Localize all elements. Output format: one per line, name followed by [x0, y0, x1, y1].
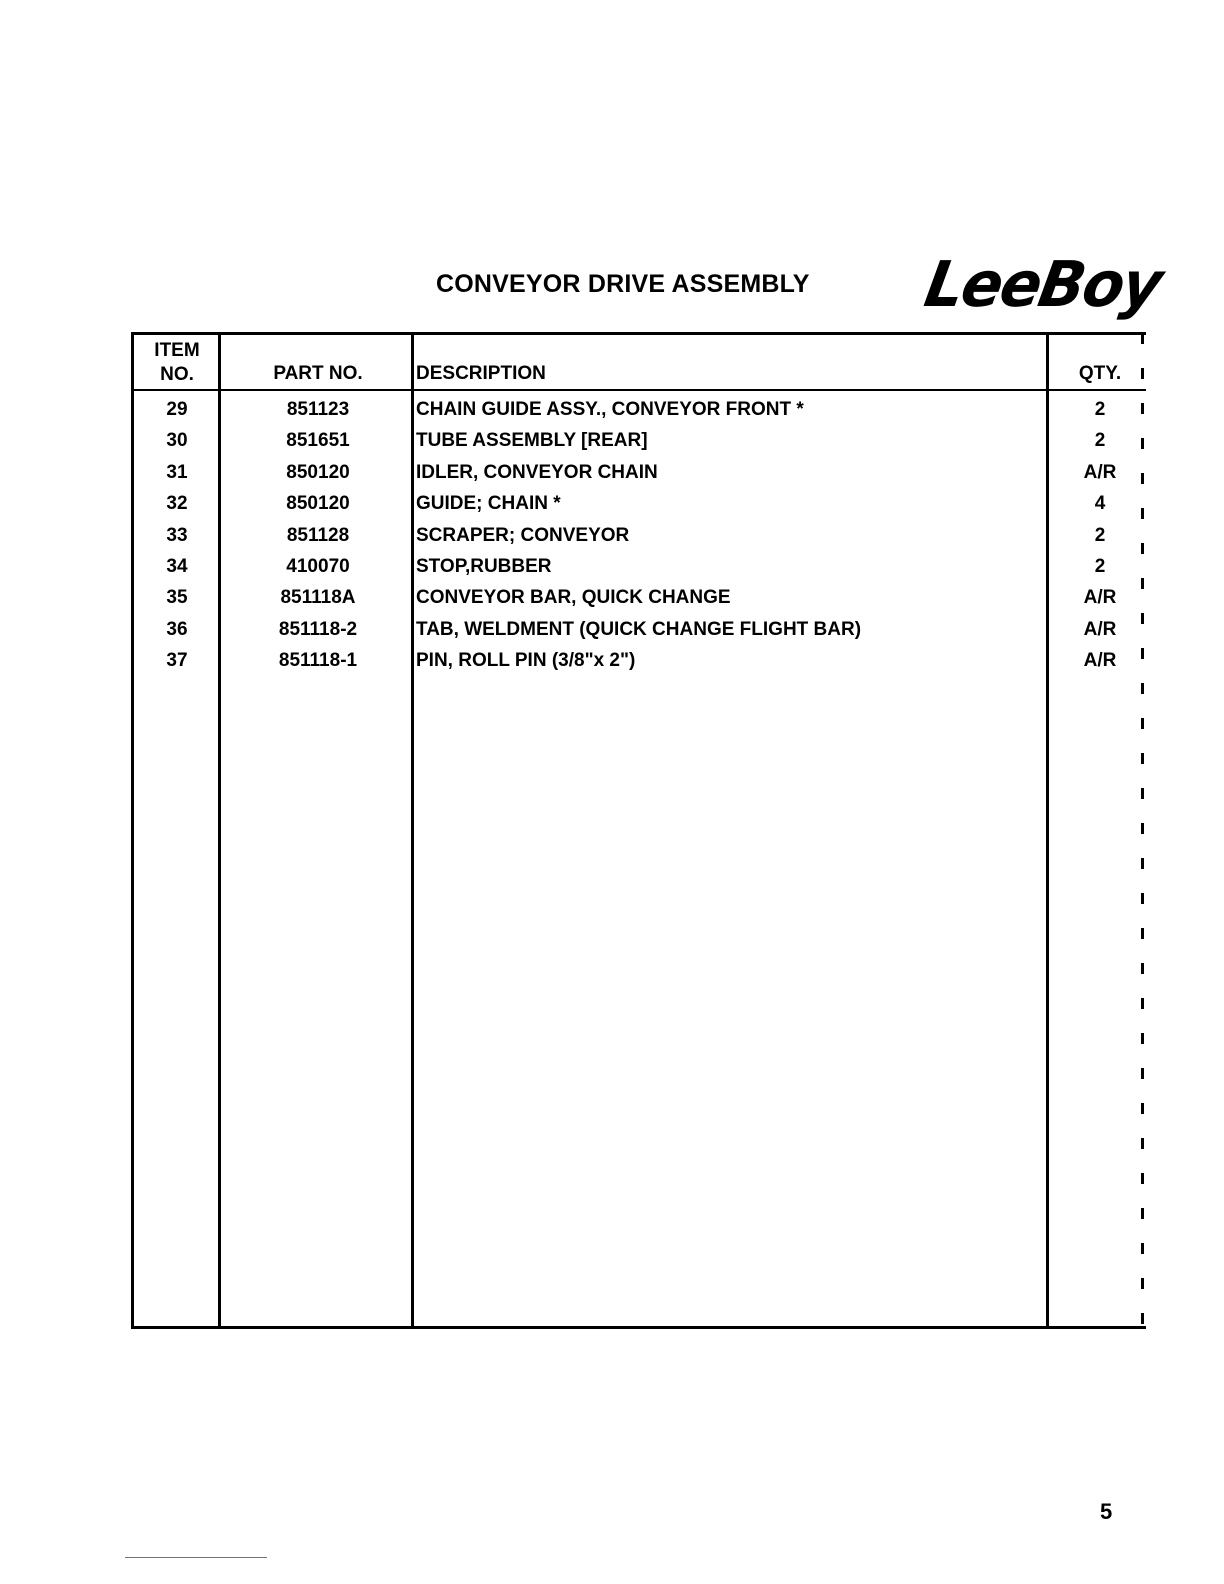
margin-tick [1141, 1138, 1144, 1149]
row-description: CONVEYOR BAR, QUICK CHANGE [416, 587, 731, 609]
margin-tick [1141, 508, 1144, 519]
margin-tick [1141, 1173, 1144, 1184]
row-part-number: 851128 [286, 524, 350, 546]
row-item: 33 [166, 524, 188, 546]
margin-tick [1141, 683, 1144, 694]
row-part-number: 851118-2 [278, 618, 358, 640]
row-qty: 4 [1094, 493, 1106, 515]
row-part-number: 851118-1 [278, 650, 358, 672]
row-item: 29 [166, 399, 188, 420]
margin-tick [1141, 998, 1144, 1009]
row-part-number: 850120 [286, 461, 350, 483]
table-row [134, 556, 1146, 587]
row-qty: 2 [1094, 524, 1106, 546]
row-part-number: 850120 [286, 493, 350, 515]
margin-tick [1141, 543, 1144, 554]
row-item: 30 [166, 430, 188, 452]
row-item: 32 [166, 493, 188, 515]
margin-tick [1141, 473, 1144, 484]
row-part-number: 410070 [286, 556, 350, 577]
row-qty: 2 [1094, 399, 1106, 420]
row-description: GUIDE; CHAIN * [416, 493, 561, 515]
header-part: PART NO. [273, 363, 363, 384]
row-description: SCRAPER; CONVEYOR [416, 524, 630, 546]
row-qty: 2 [1094, 556, 1106, 577]
row-part-number: 851651 [286, 430, 350, 452]
table-row [134, 462, 1146, 493]
header-item-line1: ITEM [154, 340, 200, 361]
row-description: CHAIN GUIDE ASSY., CONVEYOR FRONT * [416, 399, 804, 420]
row-description: TAB, WELDMENT (QUICK CHANGE FLIGHT BAR) [416, 618, 862, 640]
row-qty: A/R [1083, 587, 1117, 609]
row-part-number: 851123 [286, 399, 350, 420]
margin-tick [1141, 368, 1144, 379]
row-item: 36 [166, 618, 188, 640]
margin-tick [1141, 1033, 1144, 1044]
row-item: 37 [166, 650, 188, 672]
leeboy-logo: LeeBoy [919, 248, 1167, 322]
header-item [134, 339, 220, 387]
row-qty: 2 [1094, 430, 1106, 452]
row-item: 35 [166, 587, 188, 609]
margin-tick [1141, 928, 1144, 939]
margin-tick [1141, 893, 1144, 904]
footnote-rule [125, 1557, 267, 1558]
row-description: TUBE ASSEMBLY [REAR] [416, 430, 648, 452]
margin-tick [1141, 1313, 1144, 1324]
row-item: 31 [166, 461, 188, 483]
margin-tick [1141, 1278, 1144, 1289]
margin-tick [1141, 333, 1144, 344]
header-rule [134, 389, 1146, 391]
margin-tick [1141, 963, 1144, 974]
margin-tick [1141, 1208, 1144, 1219]
header-description: DESCRIPTION [416, 363, 546, 384]
table-row [134, 650, 1146, 681]
row-description: IDLER, CONVEYOR CHAIN [416, 461, 658, 483]
table-row [134, 619, 1146, 650]
margin-tick [1141, 613, 1144, 624]
page-number: 5 [1100, 1499, 1113, 1524]
table-row [134, 493, 1146, 524]
margin-tick [1141, 1068, 1144, 1079]
row-qty: A/R [1083, 650, 1117, 672]
margin-tick [1141, 403, 1144, 414]
row-part-number: 851118A [280, 587, 356, 609]
row-qty: A/R [1083, 461, 1117, 483]
margin-tick [1141, 753, 1144, 764]
margin-tick [1141, 788, 1144, 799]
parts-table [131, 332, 1146, 1329]
table-row [134, 430, 1146, 461]
row-qty: A/R [1083, 618, 1117, 640]
margin-tick [1141, 578, 1144, 589]
margin-tick [1141, 1103, 1144, 1114]
margin-tick [1141, 438, 1144, 449]
row-description: PIN, ROLL PIN (3/8"x 2") [416, 650, 636, 672]
table-row [134, 587, 1146, 618]
margin-tick [1141, 648, 1144, 659]
table-row [134, 399, 1146, 430]
margin-tick [1141, 1243, 1144, 1254]
header-item-line2: NO. [160, 364, 194, 385]
row-description: STOP,RUBBER [416, 556, 552, 577]
page-title: CONVEYOR DRIVE ASSEMBLY [436, 270, 810, 298]
header-qty: QTY. [1078, 363, 1122, 384]
margin-tick [1141, 718, 1144, 729]
margin-tick [1141, 858, 1144, 869]
row-item: 34 [166, 556, 188, 577]
margin-tick [1141, 823, 1144, 834]
table-row [134, 525, 1146, 556]
